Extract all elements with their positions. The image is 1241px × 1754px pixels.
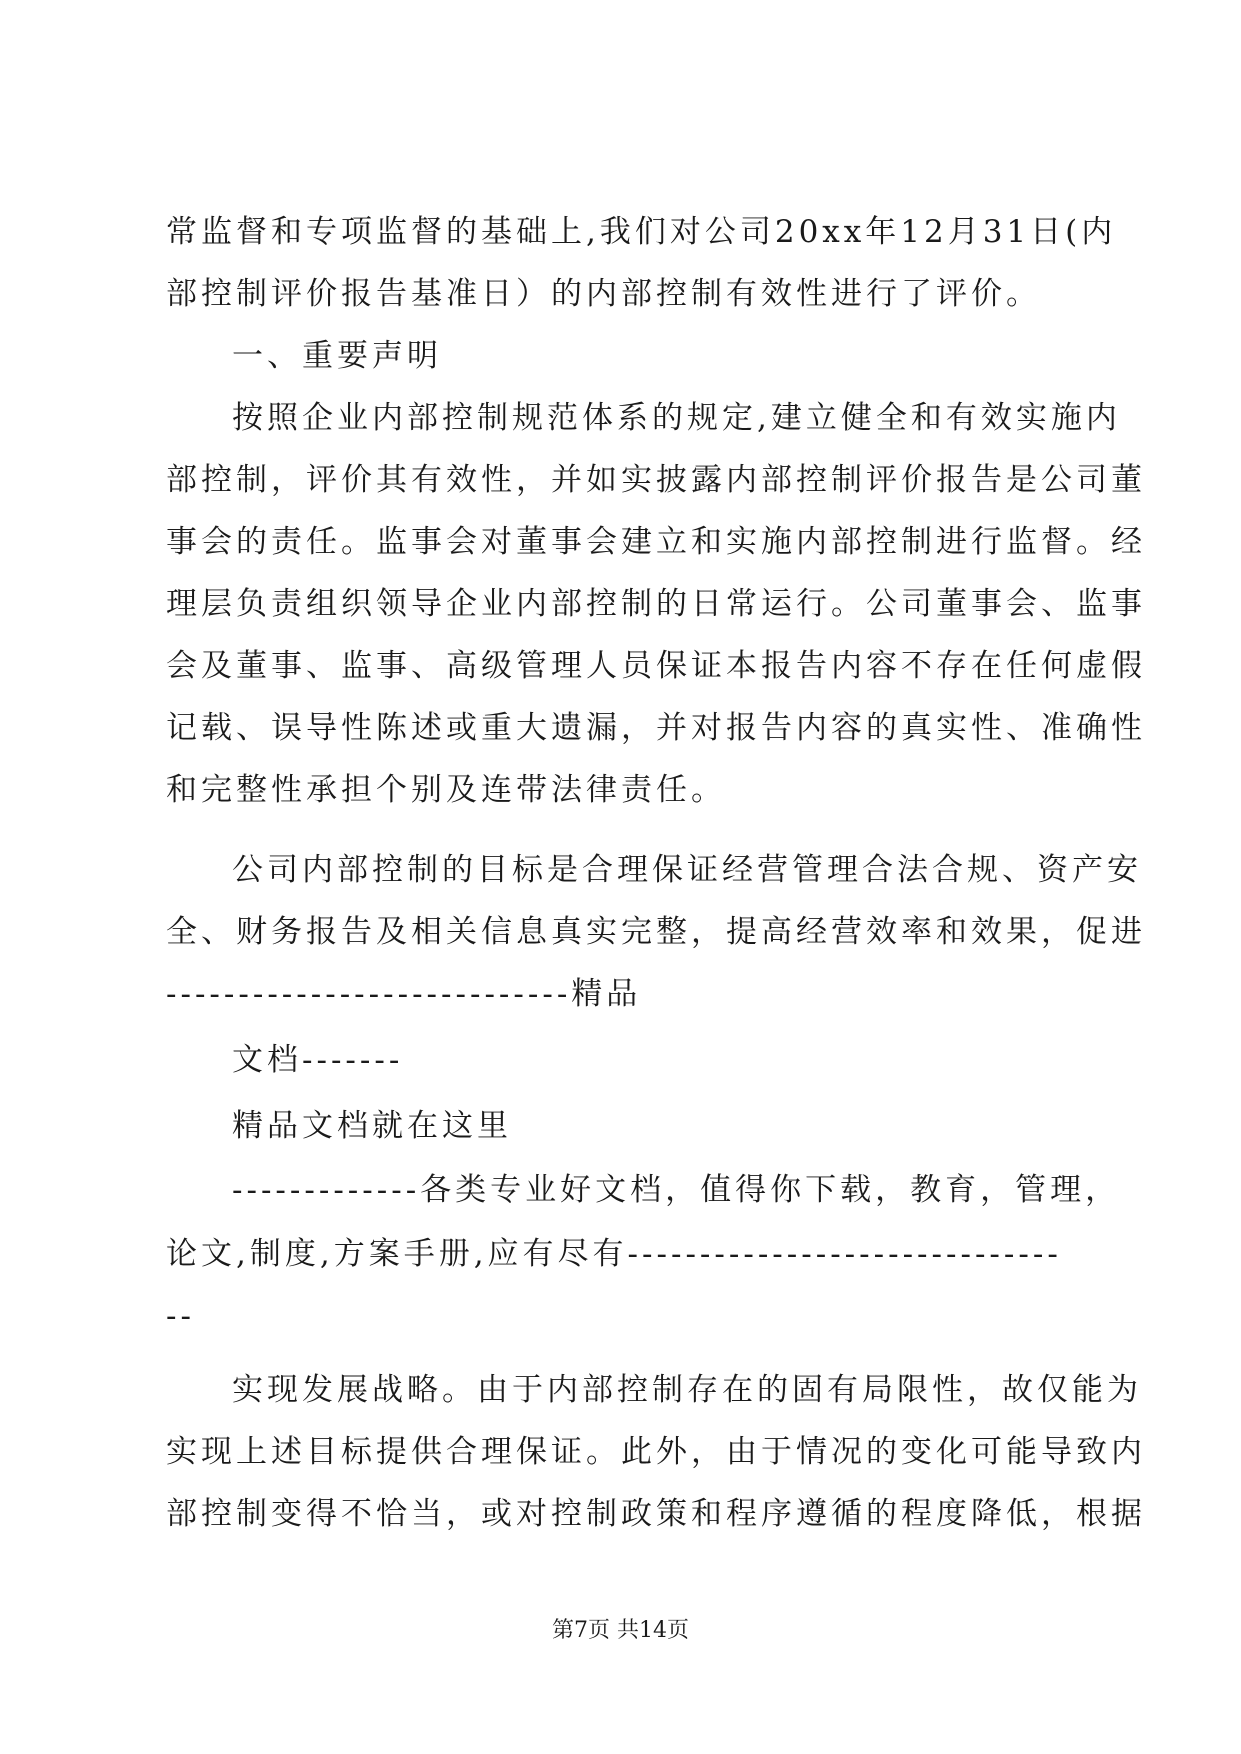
text-line: 和完整性承担个别及连带法律责任。 (166, 772, 726, 808)
text-line: 会及董事、监事、高级管理人员保证本报告内容不存在任何虚假 (166, 648, 1146, 684)
text-line: 事会的责任。监事会对董事会建立和实施内部控制进行监督。经 (166, 524, 1146, 560)
text-line: 论文,制度,方案手册,应有尽有------------------------------ (166, 1236, 1062, 1272)
text-line: 实现上述目标提供合理保证。此外，由于情况的变化可能导致内 (166, 1434, 1146, 1470)
text-line: -- (166, 1298, 195, 1334)
text-line: 理层负责组织领导企业内部控制的日常运行。公司董事会、监事 (166, 586, 1146, 622)
text-line: 精品文档就在这里 (232, 1108, 512, 1144)
text-line: 部控制评价报告基准日）的内部控制有效性进行了评价。 (166, 276, 1041, 312)
text-line: 实现发展战略。由于内部控制存在的固有局限性，故仅能为 (232, 1372, 1142, 1408)
text-line: -------------各类专业好文档，值得你下载，教育，管理， (232, 1172, 1121, 1208)
text-line: 全、财务报告及相关信息真实完整，提高经营效率和效果，促进 (166, 914, 1146, 950)
text-line: 部控制，评价其有效性，并如实披露内部控制评价报告是公司董 (166, 462, 1146, 498)
text-line: ----------------------------精品 (166, 976, 642, 1012)
text-line: 按照企业内部控制规范体系的规定,建立健全和有效实施内 (232, 400, 1121, 436)
page-number: 第7页 共14页 (552, 1618, 689, 1643)
text-line: 部控制变得不恰当，或对控制政策和程序遵循的程度降低，根据 (166, 1496, 1146, 1532)
text-line: 常监督和专项监督的基础上,我们对公司20xx年12月31日(内 (166, 214, 1117, 250)
text-line: 公司内部控制的目标是合理保证经营管理合法合规、资产安 (232, 852, 1142, 888)
section-heading: 一、重要声明 (232, 338, 442, 374)
text-line: 记载、误导性陈述或重大遗漏，并对报告内容的真实性、准确性 (166, 710, 1146, 746)
text-line: 文档------- (232, 1042, 404, 1078)
